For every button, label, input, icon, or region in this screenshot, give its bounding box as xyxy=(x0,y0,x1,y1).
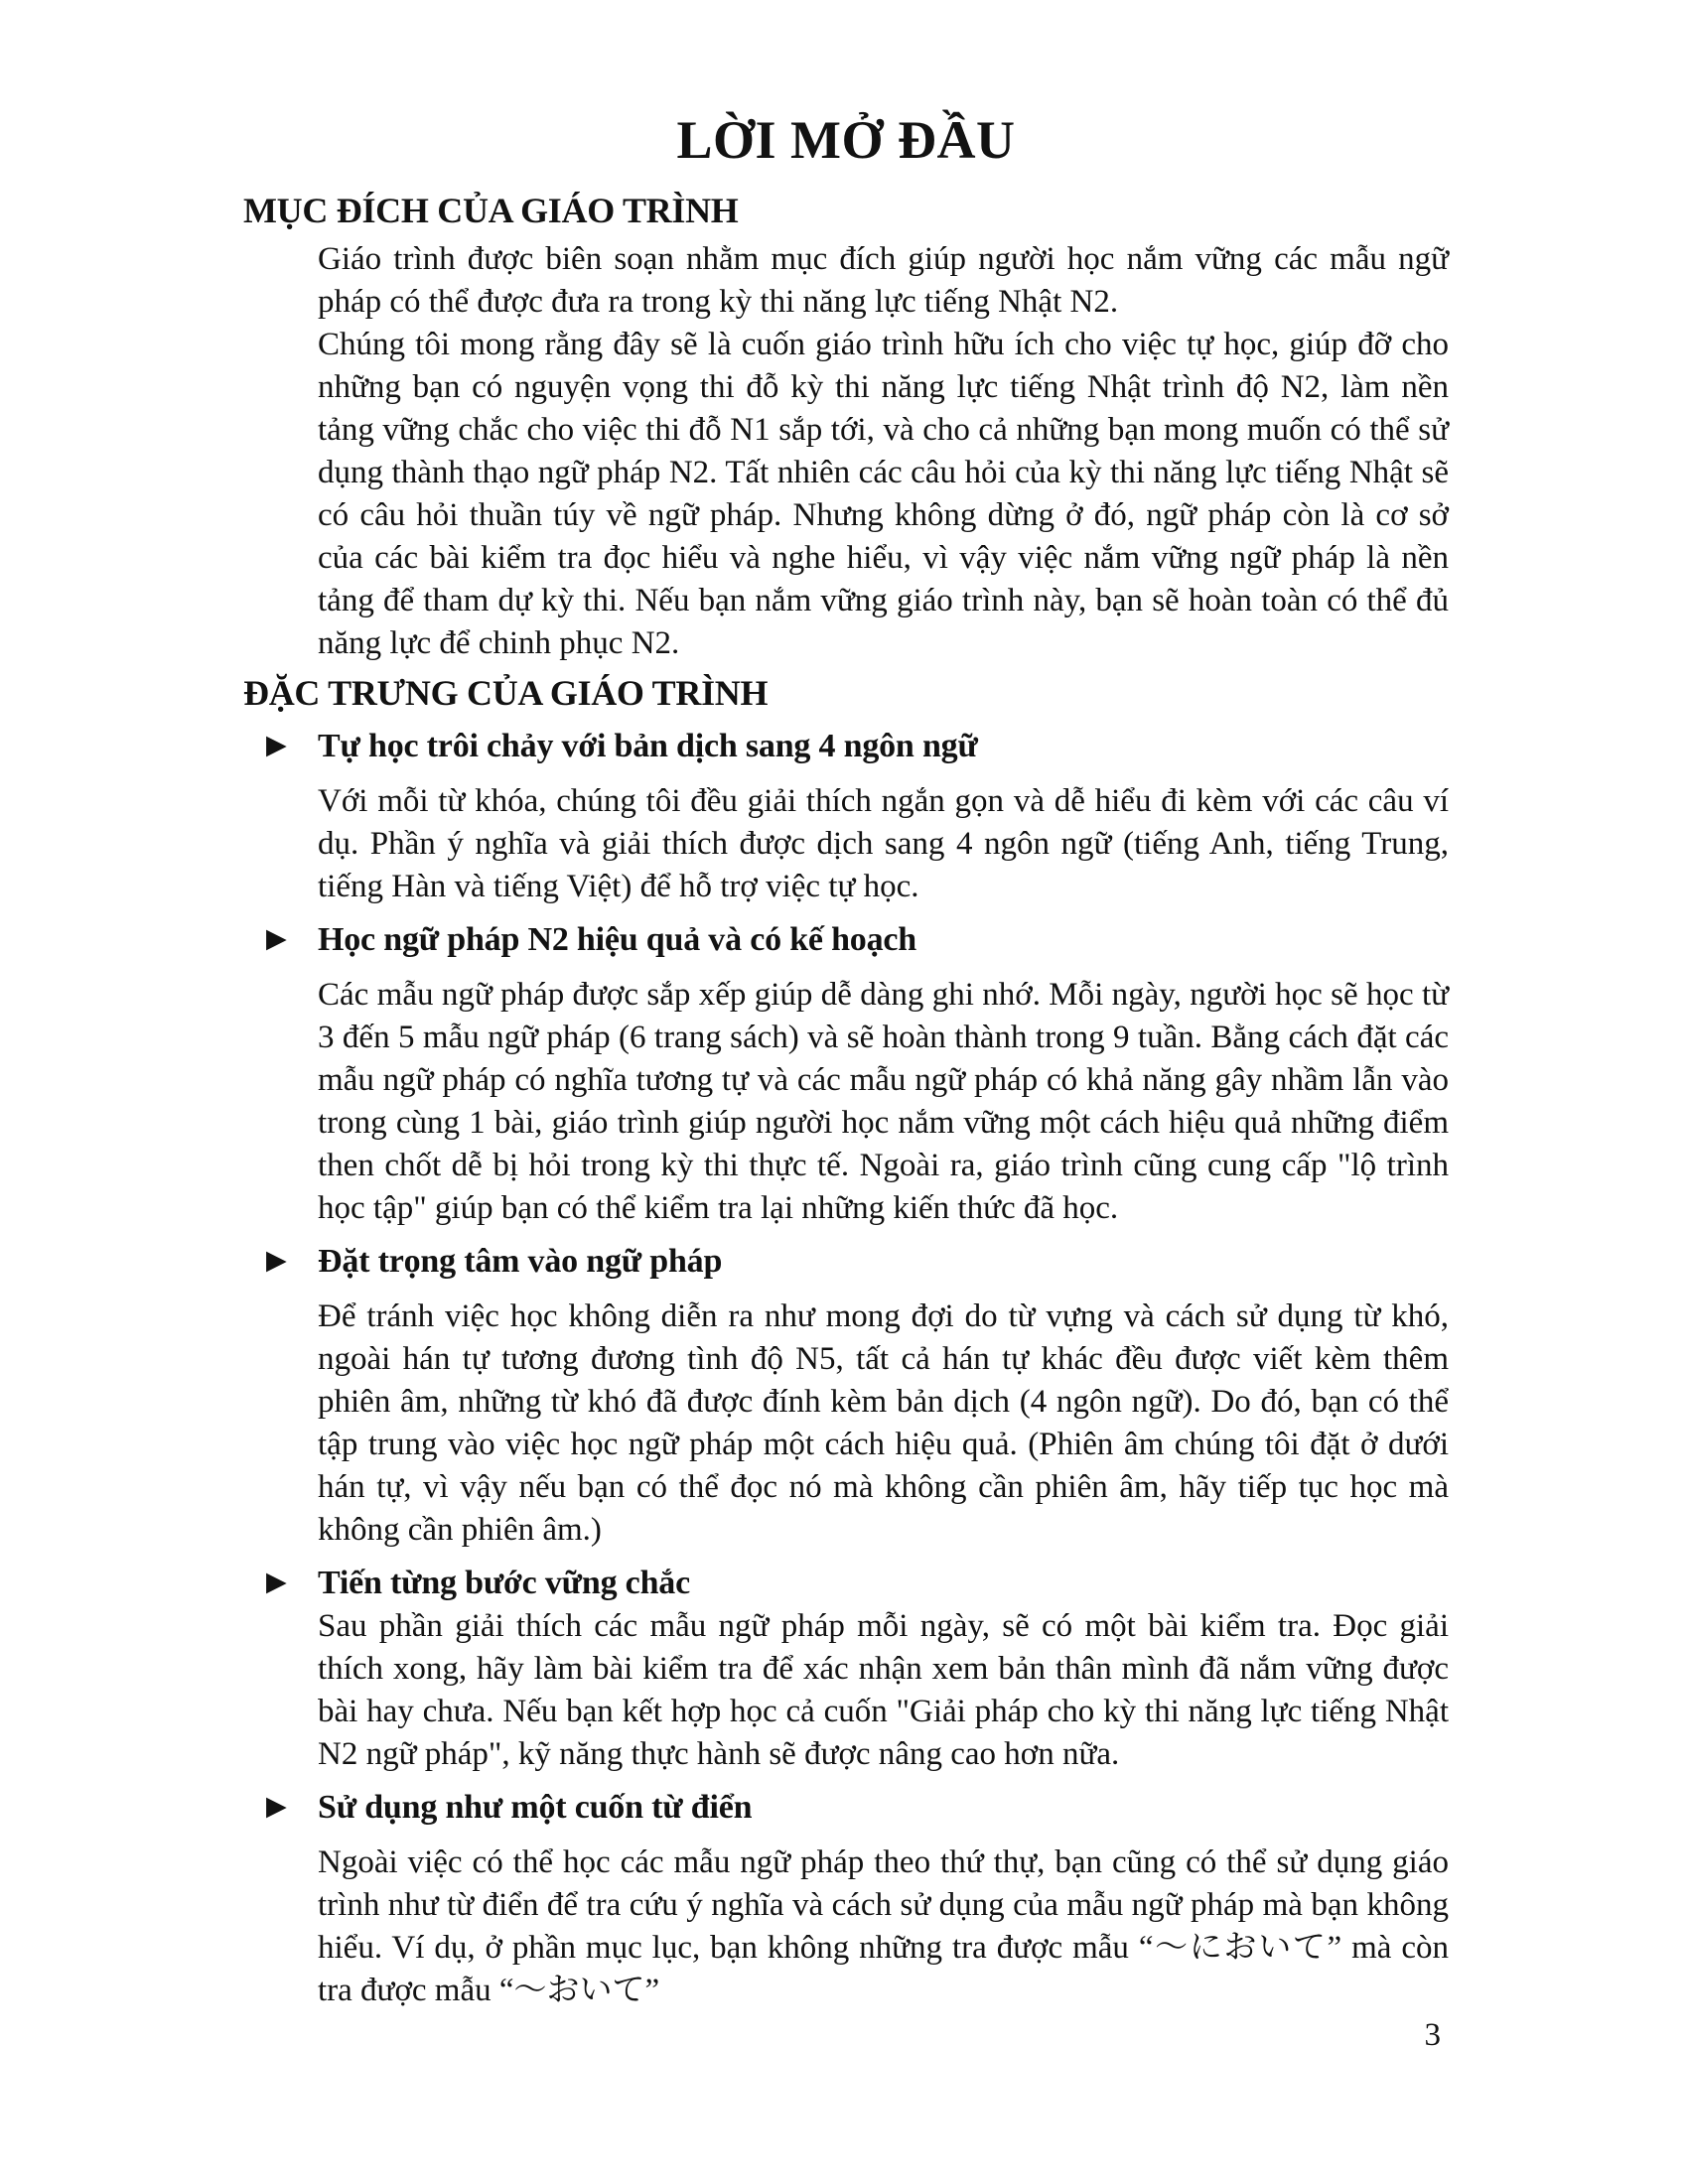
feature-body: Ngoài việc có thể học các mẫu ngữ pháp theo thứ thự, bạn cũng có thể sử dụng giáo trình như từ điển để tra cứu ý nghĩa và cách sử dụng của mẫu ngữ pháp mà bạn không hiểu. Ví dụ, ở phần mục lục, bạn không những tra được mẫu “～において” mà còn tra được mẫu “～おいて” xyxy=(318,1844,1449,2008)
feature-title: Tự học trôi chảy với bản dịch sang 4 ngôn ngữ xyxy=(318,728,978,764)
triangle-bullet-icon: ▶ xyxy=(266,1791,287,1822)
feature-heading-row xyxy=(243,725,1449,768)
feature-title: Sử dụng như một cuốn từ điển xyxy=(318,1789,753,1826)
triangle-bullet-icon: ▶ xyxy=(266,923,287,954)
feature-heading-row xyxy=(243,918,1449,962)
purpose-paragraph-1: Giáo trình được biên soạn nhằm mục đích giúp người học nắm vững các mẫu ngữ pháp có thể được đưa ra trong kỳ thi năng lực tiếng Nhật N2. xyxy=(318,241,1449,320)
feature-heading-row xyxy=(243,1240,1449,1284)
feature-body: Với mỗi từ khóa, chúng tôi đều giải thích ngắn gọn và dễ hiểu đi kèm với các câu ví dụ. Phần ý nghĩa và giải thích được dịch sang 4 ngôn ngữ (tiếng Anh, tiếng Trung, tiếng Hàn và tiếng Việt) để hỗ trợ việc tự học. xyxy=(318,783,1449,904)
feature-title: Học ngữ pháp N2 hiệu quả và có kế hoạch xyxy=(318,921,917,958)
feature-item-grammar-focus xyxy=(243,1240,1449,1552)
features-heading: ĐẶC TRƯNG CỦA GIÁO TRÌNH xyxy=(243,673,769,713)
feature-item-planned-learning xyxy=(243,918,1449,1230)
triangle-bullet-icon: ▶ xyxy=(266,730,287,760)
purpose-heading: MỤC ĐÍCH CỦA GIÁO TRÌNH xyxy=(243,191,739,230)
purpose-paragraph-2: Chúng tôi mong rằng đây sẽ là cuốn giáo trình hữu ích cho việc tự học, giúp đỡ cho những bạn có nguyện vọng thi đỗ kỳ thi năng lực tiếng Nhật trình độ N2, làm nền tảng vững chắc cho việc thi đỗ N1 sắp tới, và cho cả những bạn mong muốn có thể sử dụng thành thạo ngữ pháp N2. Tất nhiên các câu hỏi của kỳ thi năng lực tiếng Nhật sẽ có câu hỏi thuần túy về ngữ pháp. Nhưng không dừng ở đó, ngữ pháp còn là cơ sở của các bài kiểm tra đọc hiểu và nghe hiểu, vì vậy việc nắm vững ngữ pháp là nền tảng để tham dự kỳ thi. Nếu bạn nắm vững giáo trình này, bạn sẽ hoàn toàn có thể đủ năng lực để chinh phục N2. xyxy=(318,327,1449,661)
feature-body: Sau phần giải thích các mẫu ngữ pháp mỗi ngày, sẽ có một bài kiểm tra. Đọc giải thích xong, hãy làm bài kiểm tra để xác nhận xem bản thân mình đã nắm vững được bài hay chưa. Nếu bạn kết hợp học cả cuốn "Giải pháp cho kỳ thi năng lực tiếng Nhật N2 ngữ pháp", kỹ năng thực hành sẽ được nâng cao hơn nữa. xyxy=(318,1608,1449,1772)
section-purpose xyxy=(243,189,1449,665)
feature-heading-row xyxy=(243,1562,1449,1605)
triangle-bullet-icon: ▶ xyxy=(266,1245,287,1276)
feature-item-self-study xyxy=(243,725,1449,908)
feature-body: Để tránh việc học không diễn ra như mong đợi do từ vựng và cách sử dụng từ khó, ngoài hán tự tương đương tình độ N5, tất cả hán tự khác đều được viết kèm thêm phiên âm, những từ khó đã được đính kèm bản dịch (4 ngôn ngữ). Do đó, bạn có thể tập trung vào việc học ngữ pháp một cách hiệu quả. (Phiên âm chúng tôi đặt ở dưới hán tự, vì vậy nếu bạn có thể đọc nó mà không cần phiên âm, hãy tiếp tục học mà không cần phiên âm.) xyxy=(318,1298,1449,1548)
feature-title: Tiến từng bước vững chắc xyxy=(318,1565,690,1601)
feature-body: Các mẫu ngữ pháp được sắp xếp giúp dễ dàng ghi nhớ. Mỗi ngày, người học sẽ học từ 3 đến 5 mẫu ngữ pháp (6 trang sách) và sẽ hoàn thành trong 9 tuần. Bằng cách đặt các mẫu ngữ pháp có nghĩa tương tự và các mẫu ngữ pháp có khả năng gây nhầm lẫn vào trong cùng 1 bài, giáo trình giúp người học nắm vững một cách hiệu quả những điểm then chốt dễ bị hỏi trong kỳ thi thực tế. Ngoài ra, giáo trình cũng cung cấp "lộ trình học tập" giúp bạn có thể kiểm tra lại những kiến thức đã học. xyxy=(318,977,1449,1226)
feature-item-dictionary-use xyxy=(243,1786,1449,2012)
feature-heading-row xyxy=(243,1786,1449,1830)
section-features xyxy=(243,671,1449,2012)
page-title: LỜI MỞ ĐẦU xyxy=(676,110,1016,170)
page-number: 3 xyxy=(1424,2017,1441,2053)
triangle-bullet-icon: ▶ xyxy=(266,1567,287,1597)
feature-title: Đặt trọng tâm vào ngữ pháp xyxy=(318,1243,723,1280)
feature-item-steady-progress xyxy=(243,1562,1449,1776)
